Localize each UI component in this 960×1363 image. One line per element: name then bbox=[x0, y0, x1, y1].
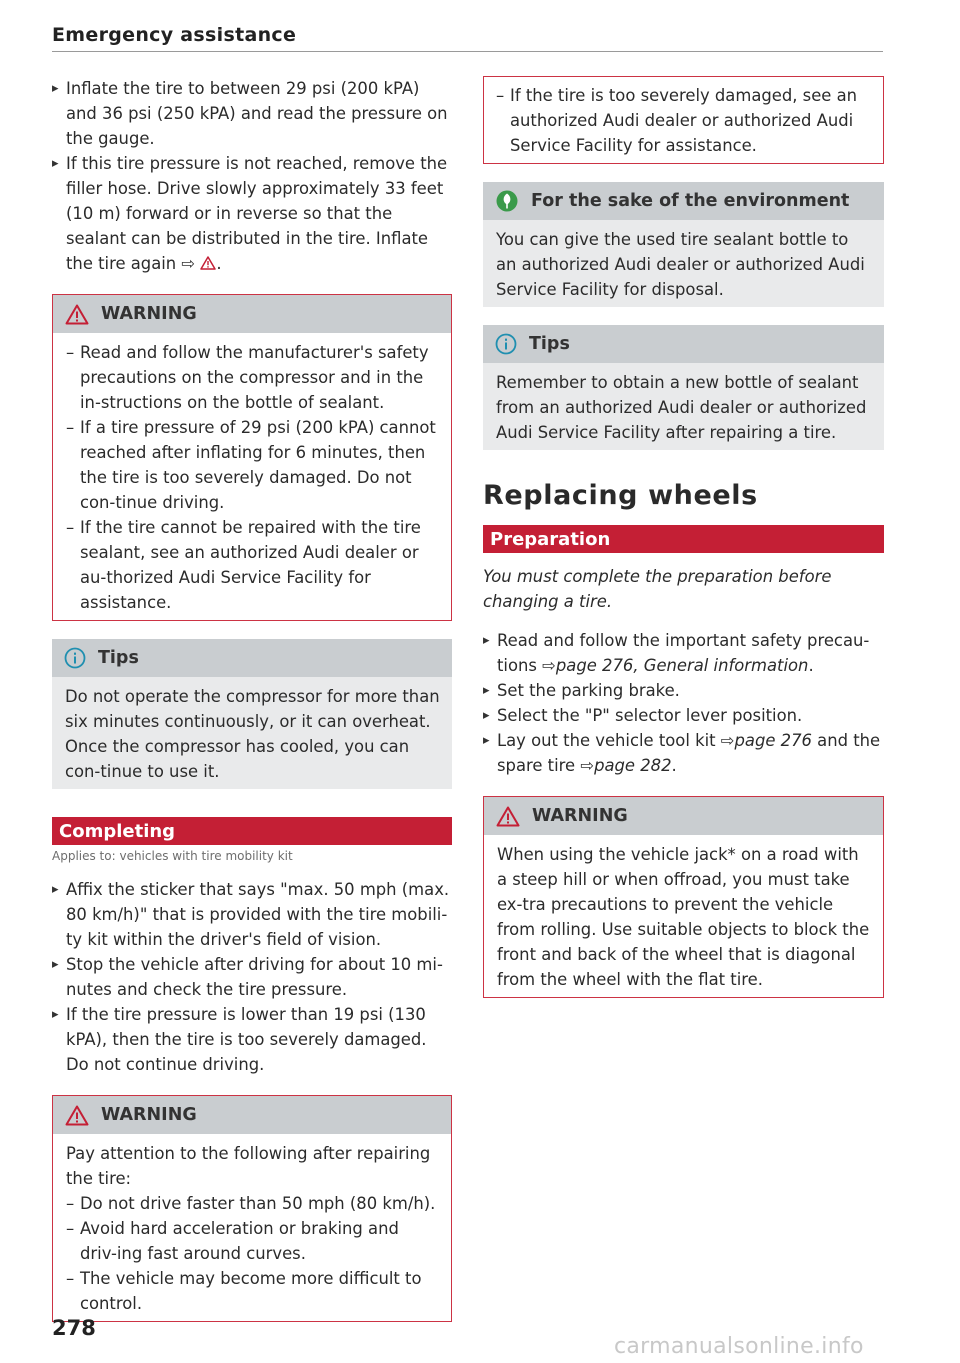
warning-title: WARNING bbox=[532, 806, 628, 826]
list-item: ▸ Set the parking brake. bbox=[483, 678, 884, 703]
list-item: ▸ If this tire pressure is not reached, remove the filler hose. Drive slowly approximately 33 feet (10 m) forward or in reverse so that the sealant can be distributed in the tire. Inflate the tire again ⇨ . bbox=[52, 151, 452, 276]
step-text: Read and follow the important safety precau-tions bbox=[497, 631, 870, 675]
tips-box-sealant bbox=[483, 325, 884, 450]
warning-triangle-icon bbox=[496, 806, 520, 827]
page-header-title: Emergency assistance bbox=[52, 24, 297, 46]
warning-text: When using the vehicle jack* on a road with a steep hill or when offroad, you must take ex-tra precautions to prevent the vehicle from rolling. Use suitable objects to block the front and back of the wheel that is diagonal from the wheel with the flat tire. bbox=[497, 845, 870, 989]
environment-box-body bbox=[483, 220, 884, 307]
environment-leaf-icon bbox=[495, 189, 519, 213]
step-list-inflate bbox=[52, 76, 452, 276]
page-reference-link[interactable]: page 276 bbox=[734, 731, 812, 750]
tips-box-header bbox=[52, 639, 452, 677]
warning-continuation-box bbox=[483, 76, 884, 164]
warning-intro: Pay attention to the following after repairing the tire: bbox=[66, 1144, 431, 1188]
warning-item: – The vehicle may become more difficult to control. bbox=[66, 1266, 439, 1316]
list-item: ▸ If the tire pressure is lower than 19 psi (130 kPA), then the tire is too severely damaged. Do not continue driving. bbox=[52, 1002, 452, 1077]
warning-box-body bbox=[484, 835, 883, 997]
tips-title: Tips bbox=[529, 334, 570, 354]
warning-item: – Avoid hard acceleration or braking and driv-ing fast around curves. bbox=[66, 1216, 439, 1266]
tips-title: Tips bbox=[98, 648, 139, 668]
warning-box-after-repair bbox=[52, 1095, 452, 1322]
page-reference-link[interactable]: page 276, General information bbox=[555, 656, 809, 675]
warning-box-header bbox=[53, 1096, 451, 1134]
applies-to-note: Applies to: vehicles with tire mobility kit bbox=[52, 849, 293, 863]
tips-text: Remember to obtain a new bottle of sealant from an authorized Audi dealer or authorized Audi Service Facility after repairing a tire. bbox=[496, 373, 867, 442]
environment-box bbox=[483, 182, 884, 307]
header-divider bbox=[52, 51, 883, 52]
arrow-right-icon[interactable]: ⇨ bbox=[181, 254, 196, 273]
tips-box-body bbox=[483, 363, 884, 450]
warning-box-vehicle-jack bbox=[483, 796, 884, 998]
warning-triangle-icon bbox=[65, 1105, 89, 1126]
list-item: ▸ Read and follow the important safety precau-tions ⇨page 276, General information. bbox=[483, 628, 884, 678]
warning-title: WARNING bbox=[101, 1105, 197, 1125]
warning-item: – Read and follow the manufacturer's safety precautions on the compressor and in the in-structions on the bottle of sealant. bbox=[66, 340, 439, 415]
warning-item: – Do not drive faster than 50 mph (80 km/h). bbox=[66, 1191, 439, 1216]
list-item: ▸ Inflate the tire to between 29 psi (200 kPA) and 36 psi (250 kPA) and read the pressure on the gauge. bbox=[52, 76, 452, 151]
section-heading-completing: Completing bbox=[52, 817, 452, 845]
warning-box-header bbox=[484, 797, 883, 835]
warning-item: – If a tire pressure of 29 psi (200 kPA) cannot reached after inflating for 6 minutes, then the tire is too severely damaged. Do not con-tinue driving. bbox=[66, 415, 439, 515]
step-text: Lay out the vehicle tool kit bbox=[497, 731, 716, 750]
section-heading-preparation: Preparation bbox=[483, 525, 884, 553]
step-list-preparation bbox=[483, 628, 884, 778]
list-item: ▸ Lay out the vehicle tool kit ⇨page 276 and the spare tire ⇨page 282. bbox=[483, 728, 884, 778]
warning-item: – If the tire is too severely damaged, see an authorized Audi dealer or authorized Audi Service Facility for assistance. bbox=[496, 83, 871, 158]
warning-box-header bbox=[53, 295, 451, 333]
left-column bbox=[52, 76, 452, 1340]
page-number: 278 bbox=[52, 1316, 96, 1340]
warning-item: – If the tire cannot be repaired with the tire sealant, see an authorized Audi dealer or au-thorized Audi Service Facility for assistance. bbox=[66, 515, 439, 615]
tips-box-body bbox=[52, 677, 452, 789]
page-reference-link[interactable]: page 282 bbox=[594, 756, 672, 775]
environment-text: You can give the used tire sealant bottle to an authorized Audi dealer or authorized Audi Service Facility for disposal. bbox=[496, 230, 865, 299]
warning-title: WARNING bbox=[101, 304, 197, 324]
warning-box-body bbox=[53, 1134, 451, 1321]
step-text: If this tire pressure is not reached, remove the filler hose. Drive slowly approximately 33 feet (10 m) forward or in reverse so that the sealant can be distributed in the tire. Inflate the tire again bbox=[66, 154, 448, 273]
tips-box-header bbox=[483, 325, 884, 363]
tips-box-compressor bbox=[52, 639, 452, 789]
environment-title: For the sake of the environment bbox=[531, 191, 850, 211]
info-icon bbox=[64, 647, 86, 669]
arrow-right-icon[interactable]: ⇨ bbox=[720, 731, 735, 750]
right-column bbox=[483, 76, 884, 1016]
section-intro: You must complete the preparation before changing a tire. bbox=[483, 567, 832, 611]
tips-text: Do not operate the compressor for more than six minutes continuously, or it can overheat. Once the compressor has cooled, you can con-tinue to use it. bbox=[65, 687, 440, 781]
watermark: carmanualsonline.info bbox=[614, 1334, 864, 1359]
warning-box-body bbox=[53, 333, 451, 620]
step-list-completing bbox=[52, 877, 452, 1077]
warning-triangle-icon bbox=[65, 304, 89, 325]
list-item: ▸ Select the "P" selector lever position. bbox=[483, 703, 884, 728]
warning-box-sealant bbox=[52, 294, 452, 621]
arrow-right-icon[interactable]: ⇨ bbox=[542, 656, 556, 675]
list-item: ▸ Affix the sticker that says "max. 50 mph (max. 80 km/h)" that is provided with the tire mobili-ty kit within the driver's field of vision. bbox=[52, 877, 452, 952]
list-item: ▸ Stop the vehicle after driving for about 10 mi-nutes and check the tire pressure. bbox=[52, 952, 452, 1002]
info-icon bbox=[495, 333, 517, 355]
step-text: and the spare tire bbox=[497, 731, 881, 775]
chapter-title: Replacing wheels bbox=[483, 480, 758, 511]
arrow-right-icon[interactable]: ⇨ bbox=[580, 756, 595, 775]
warning-triangle-icon[interactable] bbox=[200, 254, 216, 273]
environment-box-header bbox=[483, 182, 884, 220]
